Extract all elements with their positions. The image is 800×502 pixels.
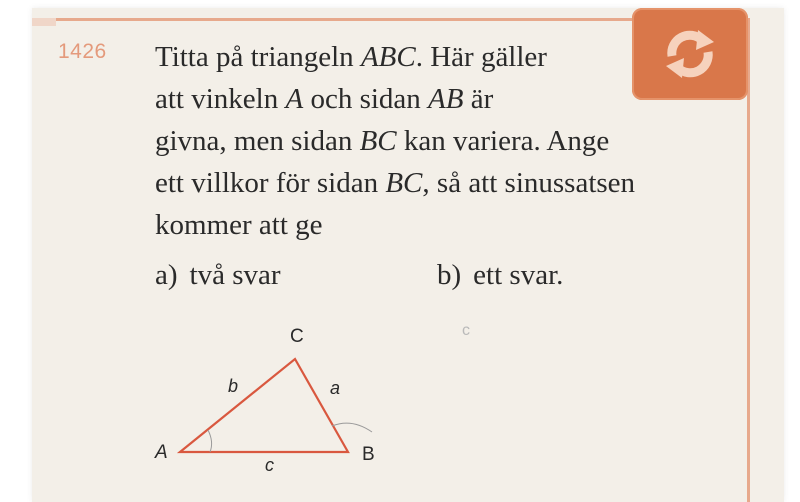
triangle-name: ABC — [360, 41, 416, 73]
side-bc-ref-2: BC — [385, 167, 423, 199]
angle-a-arc — [208, 430, 212, 452]
angle-a-ref: A — [285, 83, 304, 115]
side-c-label: c — [265, 455, 274, 475]
side-a-label: a — [330, 378, 341, 398]
problem-line-4: ett villkor för sidan BC, så att sinussatsen — [155, 167, 636, 199]
problem-line-5: kommer att ge — [155, 209, 323, 241]
side-bc-ref: BC — [359, 125, 397, 157]
side-ab-ref: AB — [428, 83, 464, 115]
problem-number: 1426 — [58, 40, 107, 63]
answer-a-text: två svar — [189, 259, 281, 291]
pencil-mark: c — [462, 322, 470, 339]
answer-b-label: b) — [437, 259, 462, 291]
problem-line-1: Titta på triangeln ABC. Här gäller — [155, 41, 547, 73]
triangle-abc — [180, 359, 348, 452]
answer-a-label: a) — [155, 259, 178, 291]
answer-b-text: ett svar. — [473, 259, 564, 291]
angle-b-arc — [332, 423, 372, 432]
problem-line-2: att vinkeln A och sidan AB är — [155, 83, 494, 115]
problem-line-3: givna, men sidan BC kan variera. Ange — [155, 125, 610, 157]
vertex-c-label: C — [290, 326, 304, 347]
side-b-label: b — [228, 376, 239, 396]
vertex-a-label: A — [155, 442, 168, 463]
vertex-b-label: B — [362, 444, 375, 465]
